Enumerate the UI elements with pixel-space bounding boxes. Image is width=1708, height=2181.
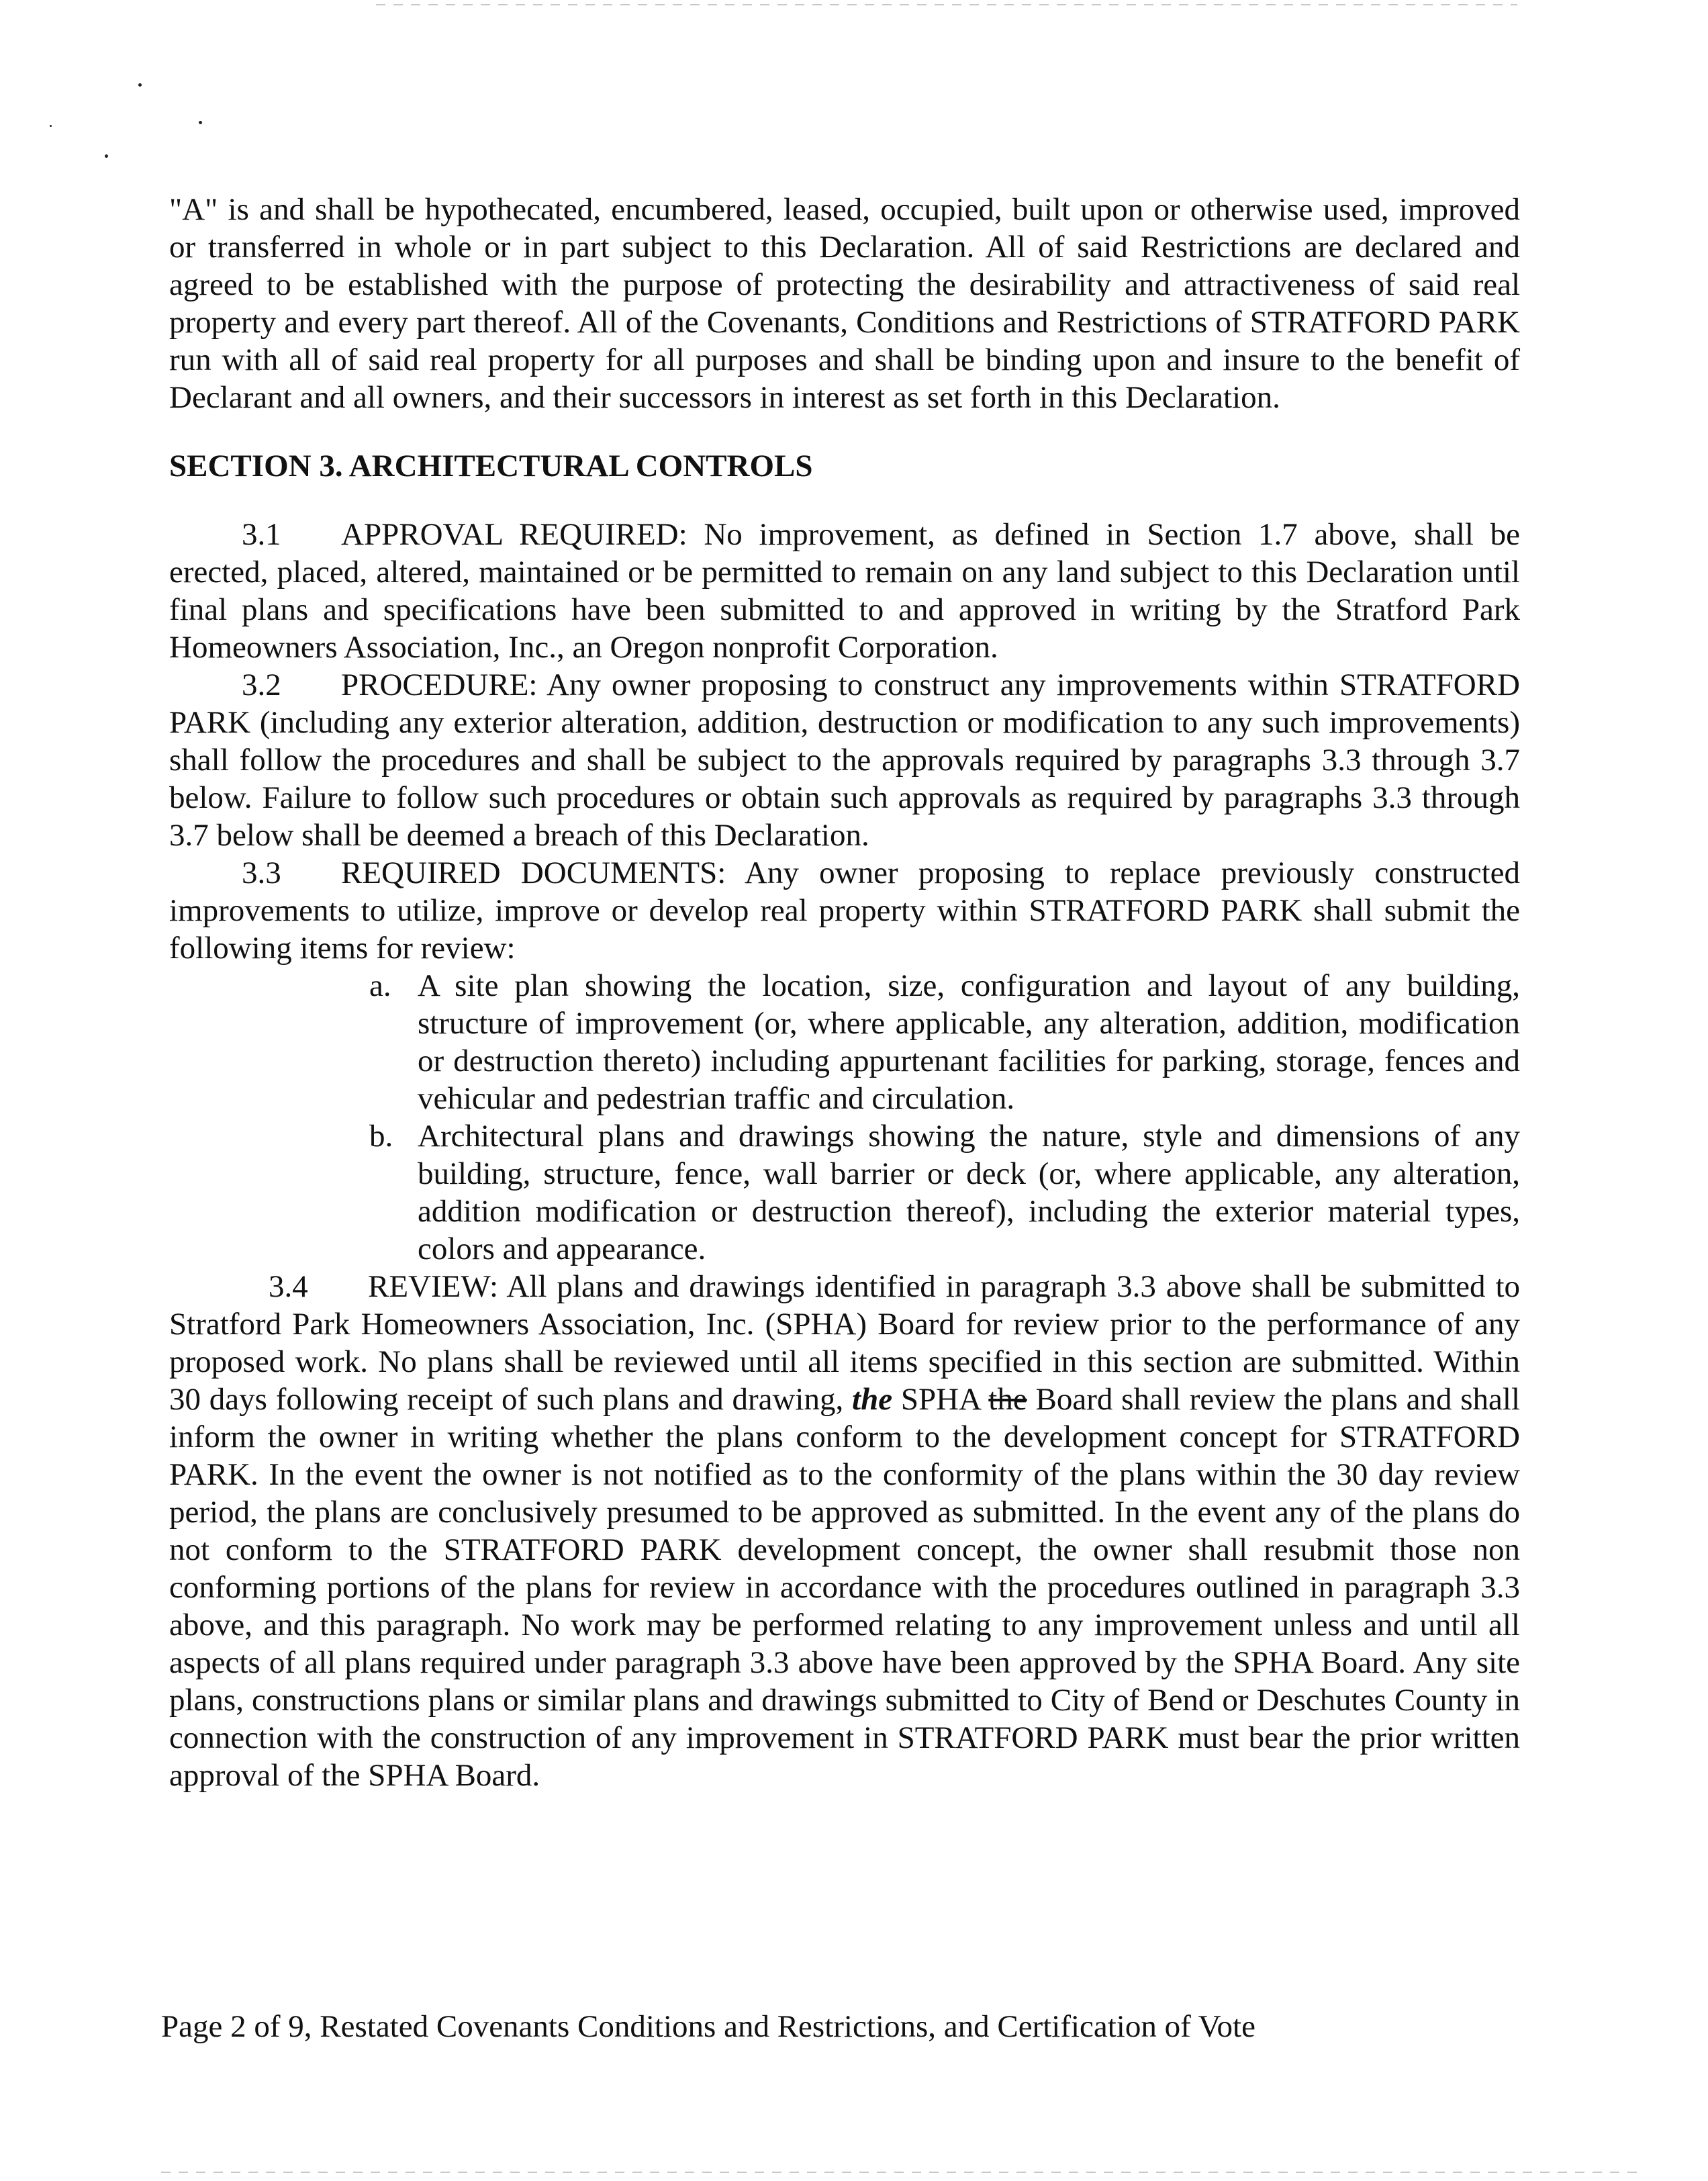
emphasis-word: the <box>852 1382 893 1417</box>
list-item-text: Architectural plans and drawings showing the nature, style and dimensions of any building, structure, fence, wall barrier or deck (or, where applicable, any alteration, addition modification or destruction thereof), including the exterior material types, colors and appearance. <box>418 1119 1520 1266</box>
list-marker: b. <box>369 1119 393 1154</box>
section-heading: SECTION 3. ARCHITECTURAL CONTROLS <box>169 449 813 483</box>
section-text: PROCEDURE: Any owner proposing to construct any improvements within STRATFORD PARK (including any exterior alteration, addition, destruction or modification to any such improvements) shall follow the procedures and shall be subject to the approvals required by paragraphs 3.3 through 3.7 below. Failure to follow such procedures or obtain such approvals as required by paragraphs 3.3 through 3.7 below shall be deemed a breach of this Declaration. <box>169 667 1520 853</box>
section-text: APPROVAL REQUIRED: No improvement, as defined in Section 1.7 above, shall be erected, placed, altered, maintained or be permitted to remain on any land subject to this Declaration until final plans and specifications have been submitted to and approved in writing by the Stratford Park Homeowners Association, Inc., an Oregon nonprofit Corporation. <box>169 517 1520 665</box>
section-number: 3.3 <box>242 855 281 890</box>
scan-speck <box>138 83 142 87</box>
section-3-2 <box>169 666 1520 854</box>
page-footer: Page 2 of 9, Restated Covenants Conditions and Restrictions, and Certification of Vote <box>161 2009 1255 2044</box>
scan-speck <box>50 125 52 127</box>
section-text: SPHA <box>900 1382 980 1417</box>
list-item <box>369 1117 1520 1268</box>
scan-artifact-top <box>376 4 1517 5</box>
struck-word: the <box>988 1382 1027 1417</box>
required-documents-list <box>369 967 1520 1268</box>
scan-artifact-bottom <box>161 2172 1638 2173</box>
list-item-text: A site plan showing the location, size, configuration and layout of any building, structure of improvement (or, where applicable, any alteration, addition, modification or destruction thereto) including appurtenant facilities for parking, storage, fences and vehicular and pedestrian traffic and circulation. <box>418 968 1520 1116</box>
section-text: Board shall review the plans and shall inform the owner in writing whether the plans conform to the development concept for STRATFORD PARK. In the event the owner is not notified as to the conformity of the plans within the 30 day review period, the plans are conclusively presumed to be approved as submitted. In the event any of the plans do not conform to the STRATFORD PARK development concept, the owner shall resubmit those non conforming portions of the plans for review in accordance with the procedures outlined in paragraph 3.3 above, and this paragraph. No work may be performed relating to any improvement unless and until all aspects of all plans required under paragraph 3.3 above have been approved by the SPHA Board. Any site plans, constructions plans or similar plans and drawings submitted to City of Bend or Deschutes County in connection with the construction of any improvement in STRATFORD PARK must bear the prior written approval of the SPHA Board. <box>169 1382 1521 1793</box>
list-item <box>369 967 1520 1117</box>
section-number: 3.4 <box>269 1269 308 1304</box>
intro-paragraph: "A" is and shall be hypothecated, encumbered, leased, occupied, built upon or otherwise used, improved or transferred in whole or in part subject to this Declaration. All of said Restrictions are declared and agreed to be established with the purpose of protecting the desirability and attractiveness of said real property and every part thereof. All of the Covenants, Conditions and Restrictions of STRATFORD PARK run with all of said real property for all purposes and shall be binding upon and insure to the benefit of Declarant and all owners, and their successors in interest as set forth in this Declaration. <box>169 192 1520 415</box>
scan-speck <box>105 154 108 158</box>
section-number: 3.2 <box>242 667 281 702</box>
section-3-1 <box>169 516 1520 666</box>
section-3-3 <box>169 854 1520 967</box>
section-text: REVIEW: All plans and drawings identified in paragraph 3.3 above shall be submitted to Stratford Park Homeowners Association, Inc. (SPHA) Board for review prior to the performance of any proposed work. No plans shall be reviewed until all items specified in this section are submitted. Within 30 days following receipt of such plans and drawing, <box>169 1269 1520 1417</box>
document-body <box>169 191 1520 1794</box>
list-marker: a. <box>369 968 391 1003</box>
section-number: 3.1 <box>242 517 281 552</box>
section-3-4 <box>169 1268 1520 1794</box>
section-text: REQUIRED DOCUMENTS: Any owner proposing to replace previously constructed improvements to utilize, improve or develop real property within STRATFORD PARK shall submit the following items for review: <box>169 855 1520 966</box>
scan-speck <box>199 121 202 124</box>
